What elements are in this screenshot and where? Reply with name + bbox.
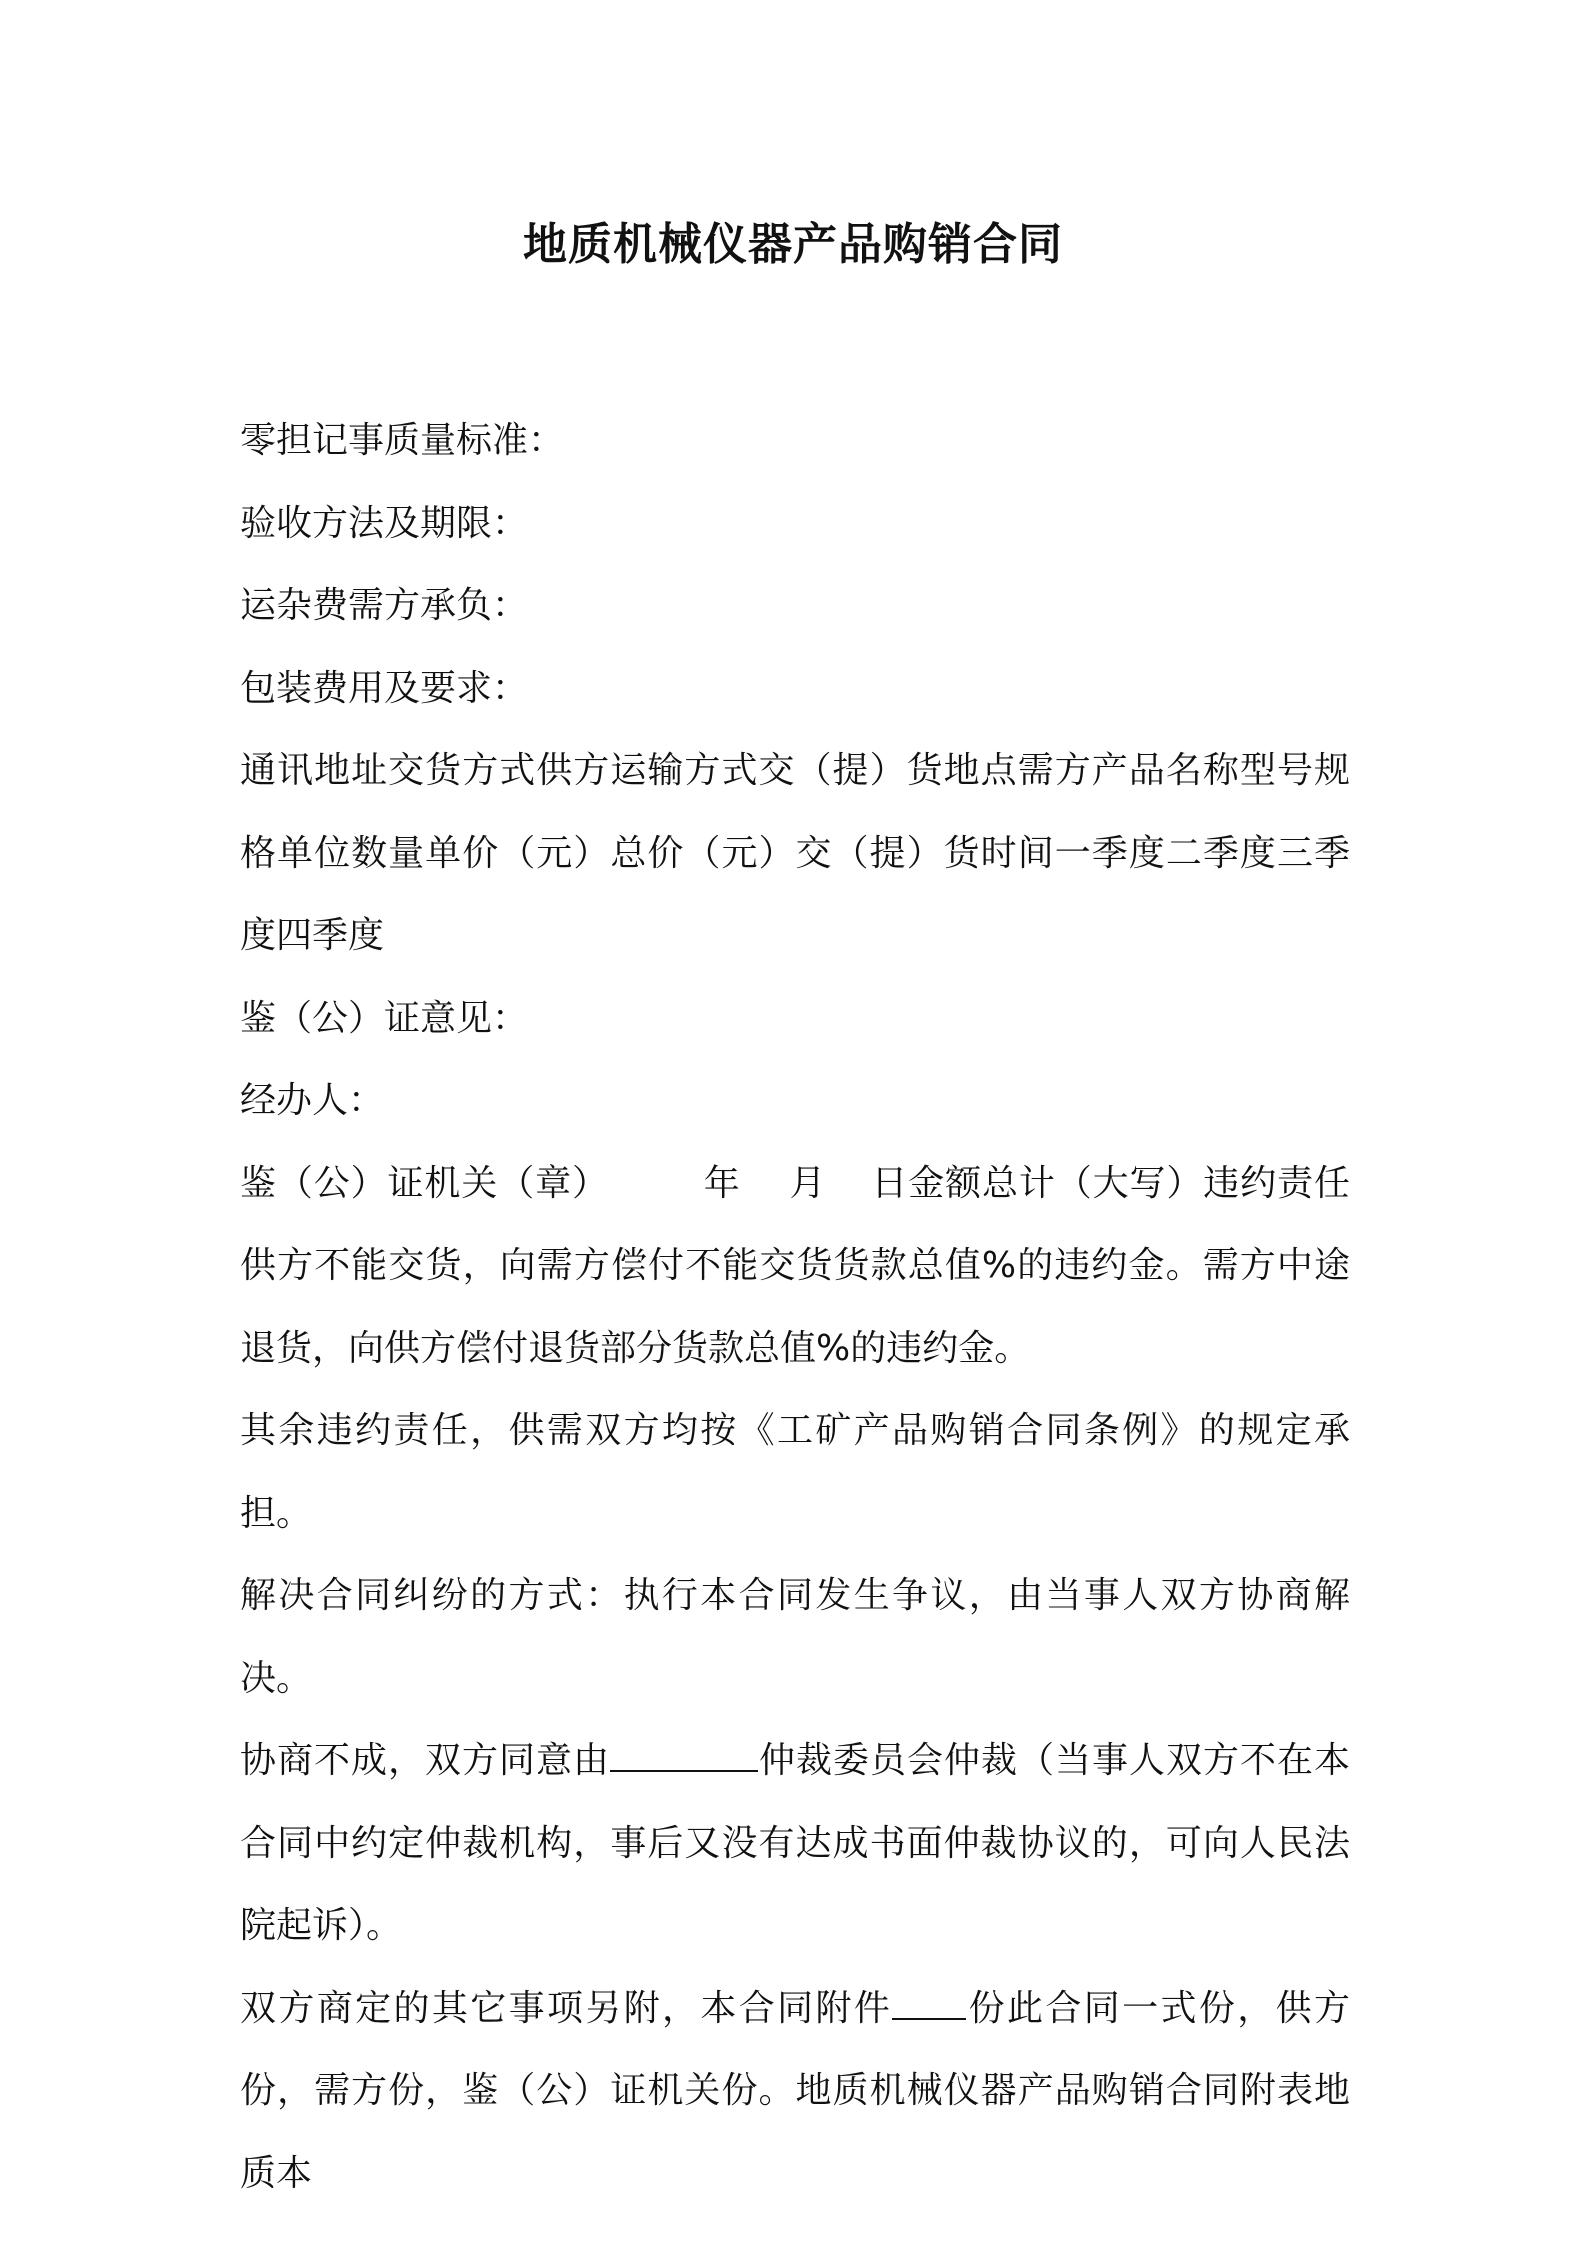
paragraph-acceptance-method: 验收方法及期限： [240,502,529,544]
date-year-label: 年 [702,1162,741,1204]
document-title: 地质机械仪器产品购销合同 [523,219,1063,270]
date-month-label: 月 [788,1162,827,1204]
document-body [240,400,1350,2215]
paragraph-delivery-info: 通讯地址交货方式供方运输方式交（提）货地点需方产品名称型号规格单位数量单价（元）总价（元）交（提）货时间一季度二季度三季度四季度 [240,750,1350,956]
liability-text: 日金额总计（大写）违约责任供方不能交货，向需方偿付不能交货货款总值%的违约金。需方中途退货，向供方偿付退货部分货款总值%的违约金。 [240,1162,1350,1369]
paragraph-freight: 运杂费需方承负： [240,585,529,626]
paragraph-quality-standard: 零担记事质量标准： [240,420,565,461]
paragraph-other-liability: 其余违约责任，供需双方均按《工矿产品购销合同条例》的规定承担。 [240,1410,1350,1534]
paragraph-dispute-resolution: 解决合同纠纷的方式：执行本合同发生争议，由当事人双方协商解决。 [240,1575,1350,1699]
attachment-text-start: 双方商定的其它事项另附，本合同附件 [240,1987,893,2029]
paragraph-other-matters [240,1968,1350,2216]
notary-seal-text: 鉴（公）证机关（章） [240,1162,609,1204]
attachment-count-blank [892,1988,966,2020]
arbitration-text-start: 协商不成，双方同意由 [240,1740,610,1781]
arbitration-blank-line [610,1740,758,1772]
paragraph-handler: 经办人： [240,1080,385,1121]
paragraph-liability [240,1143,1350,1391]
paragraph-packaging: 包装费用及要求： [240,667,529,709]
paragraph-notarization-opinion: 鉴（公）证意见： [240,997,529,1039]
attachment-text-end: 份此合同一式份，供方份，需方份，鉴（公）证机关份。地质机械仪器产品购销合同附表地质本 [240,1987,1350,2194]
paragraph-arbitration [240,1720,1350,1968]
arbitration-text-end: 仲裁委员会仲裁（当事人双方不在本合同中约定仲裁机构，事后又没有达成书面仲裁协议的，可向人民法院起诉）。 [240,1740,1350,1946]
